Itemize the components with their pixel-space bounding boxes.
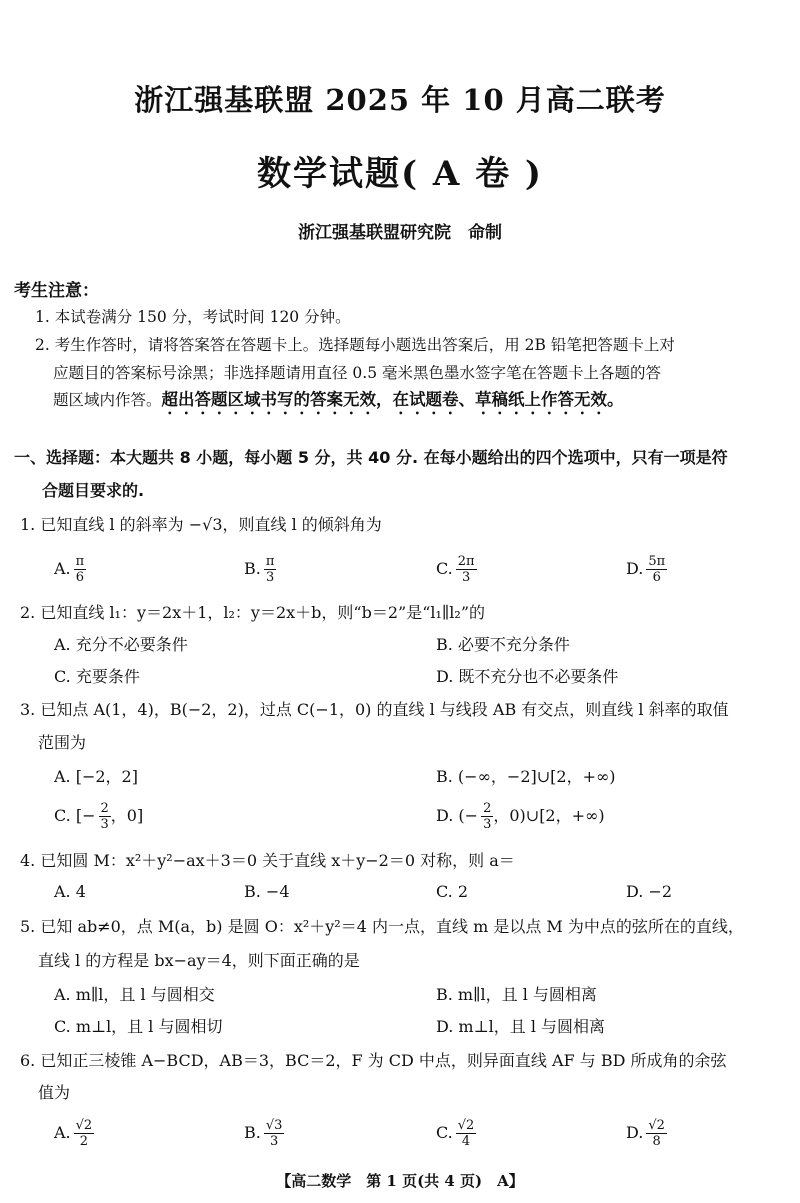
question-1-stem: 1. 已知直线 l 的斜率为 −√3，则直线 l 的倾斜角为 bbox=[20, 515, 382, 534]
question-2-option-c: C. 充要条件 bbox=[54, 667, 140, 686]
question-1-option-c: C. $\frac{2\pi}{3}$ bbox=[436, 554, 475, 585]
question-6-option-b: B. $\frac{√3}{3}$ bbox=[244, 1118, 283, 1149]
notice-heading: 考生注意： bbox=[14, 281, 99, 301]
question-5-stem-line-2: 直线 l 的方程是 bx−ay＝4，则下面正确的是 bbox=[38, 951, 360, 970]
question-4-option-d: D. −2 bbox=[626, 882, 673, 901]
notice-item-2-line-1: 2. 考生作答时，请将答案答在答题卡上。选择题每小题选出答案后，用 2B 铅笔把答题卡上对 bbox=[35, 336, 675, 354]
question-1-option-d: D. $\frac{5\pi}{6}$ bbox=[626, 554, 666, 585]
question-2-option-d: D. 既不充分也不必要条件 bbox=[436, 667, 619, 686]
question-3-option-b: B. (−∞，−2]∪[2，+∞) bbox=[436, 767, 616, 786]
question-4-option-b: B. −4 bbox=[244, 882, 290, 901]
question-6-stem-line-2: 值为 bbox=[38, 1083, 71, 1102]
question-3-stem-line-1: 3. 已知点 A(1，4)，B(−2，2)，过点 C(−1，0) 的直线 l 与线段 AB 有交点，则直线 l 斜率的取值 bbox=[20, 700, 729, 719]
question-6-option-c: C. $\frac{√2}{4}$ bbox=[436, 1118, 475, 1149]
exam-title: 浙江强基联盟 2025 年 10 月高二联考 bbox=[134, 83, 666, 117]
question-4-stem: 4. 已知圆 M：x²＋y²−ax＋3＝0 关于直线 x＋y−2＝0 对称，则 a＝ bbox=[20, 851, 515, 870]
notice-item-2-line-2: 应题目的答案标号涂黑；非选择题请用直径 0.5 毫米黑色墨水签字笔在答题卡上各题的答 bbox=[53, 364, 662, 382]
question-1-option-a: A. $\frac{\pi}{6}$ bbox=[54, 554, 85, 585]
question-5-stem-line-1: 5. 已知 ab≠0，点 M(a，b) 是圆 O：x²＋y²＝4 内一点，直线 m 是以点 M 为中点的弦所在的直线， bbox=[20, 917, 744, 936]
notice-emphasis-text: 超出答题区域书写的答案无效，在试题卷、草稿纸上作答无效。 bbox=[161, 390, 624, 409]
page-footer: 【高二数学 第 1 页(共 4 页) A】 bbox=[276, 1172, 524, 1190]
question-2-option-a: A. 充分不必要条件 bbox=[54, 635, 188, 654]
question-6-option-a: A. $\frac{√2}{2}$ bbox=[54, 1118, 93, 1149]
question-5-option-b: B. m∥l，且 l 与圆相离 bbox=[436, 985, 597, 1004]
question-2-stem: 2. 已知直线 l₁：y＝2x＋1，l₂：y＝2x＋b，则“b＝2”是“l₁∥l₂”的 bbox=[20, 603, 486, 622]
question-2-option-b: B. 必要不充分条件 bbox=[436, 635, 570, 654]
section-1-heading-cont: 合题目要求的. bbox=[42, 481, 145, 500]
question-5-option-c: C. m⊥l，且 l 与圆相切 bbox=[54, 1017, 223, 1036]
question-6-option-d: D. $\frac{√2}{8}$ bbox=[626, 1118, 665, 1149]
notice-plain-text: 题区域内作答。 bbox=[53, 391, 162, 409]
question-5-option-a: A. m∥l，且 l 与圆相交 bbox=[54, 985, 215, 1004]
exam-author: 浙江强基联盟研究院 命制 bbox=[298, 223, 502, 243]
question-1-option-b: B. $\frac{\pi}{3}$ bbox=[244, 554, 275, 585]
notice-item-2-line-3 bbox=[53, 386, 624, 418]
question-3-option-a: A. [−2，2] bbox=[54, 767, 138, 786]
question-4-option-a: A. 4 bbox=[54, 882, 86, 901]
section-1-heading: 一、选择题：本大题共 8 小题，每小题 5 分，共 40 分. 在每小题给出的四个选项中，只有一项是符 bbox=[14, 448, 728, 467]
question-3-option-d: D. (− $\frac{2}{3}$ ，0)∪[2，+∞) bbox=[436, 801, 605, 832]
question-4-option-c: C. 2 bbox=[436, 882, 469, 901]
question-5-option-d: D. m⊥l，且 l 与圆相离 bbox=[436, 1017, 606, 1036]
exam-subtitle: 数学试题( A 卷 ) bbox=[256, 154, 544, 194]
question-3-option-c: C. [− $\frac{2}{3}$ ，0] bbox=[54, 801, 144, 832]
question-6-stem-line-1: 6. 已知正三棱锥 A−BCD，AB＝3，BC＝2，F 为 CD 中点，则异面直线 AF 与 BD 所成角的余弦 bbox=[20, 1051, 727, 1070]
question-3-stem-line-2: 范围为 bbox=[38, 733, 87, 752]
notice-item-1: 1. 本试卷满分 150 分，考试时间 120 分钟。 bbox=[35, 308, 351, 326]
